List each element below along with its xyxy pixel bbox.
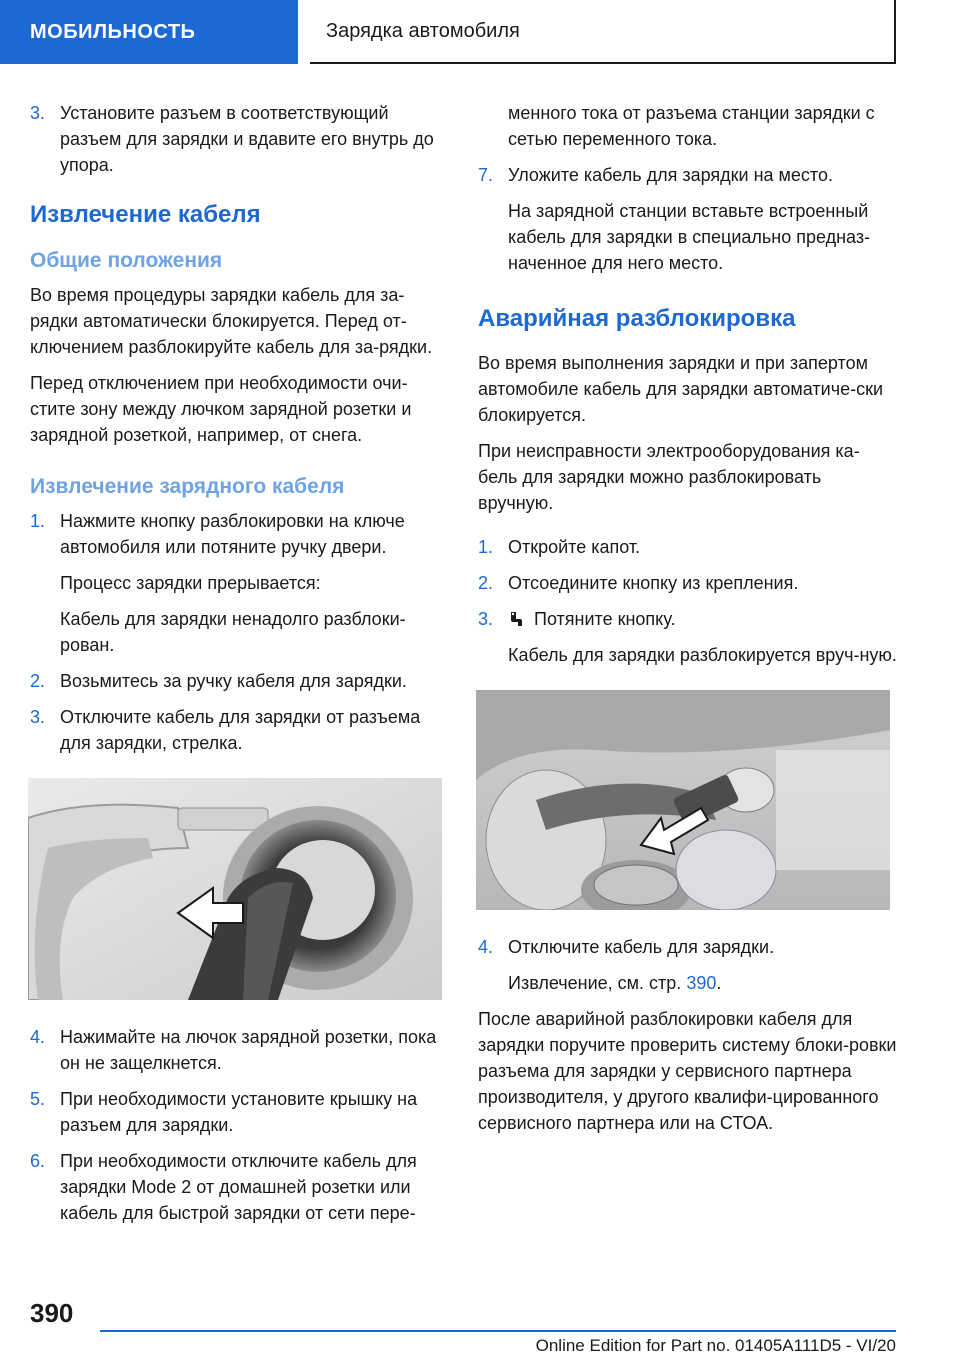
footer-divider	[100, 1330, 896, 1332]
step-text: Уложите кабель для зарядки на место.	[508, 165, 833, 185]
step-note: Кабель для зарядки ненадолго разблоки-рован.	[60, 609, 406, 655]
step-text: Установите разъем в соответствующий разъем для зарядки и вдавите его внутрь до упора.	[60, 103, 434, 175]
list-item	[478, 934, 898, 960]
reference-prefix: Извлечение, см. стр.	[508, 973, 682, 993]
list-item	[30, 704, 444, 756]
step-note: Кабель для зарядки разблокируется вруч-ную.	[508, 645, 897, 665]
step-number: 1.	[30, 511, 46, 531]
list-item	[30, 668, 444, 694]
step-text: Откройте капот.	[508, 537, 641, 557]
step-number: 5.	[30, 1089, 46, 1109]
page-header	[0, 0, 960, 66]
heading-charge-cable-removal: Извлечение зарядного кабеля	[30, 475, 345, 498]
step-number: 2.	[30, 671, 46, 691]
step-text: При необходимости отключите кабель для зарядки Mode 2 от домашней розетки или кабель для быстрой зарядки от сети пере-	[60, 1151, 417, 1223]
paragraph: Во время процедуры зарядки кабель для за-рядки автоматически блокируется. Перед от-ключением разблокируйте кабель для за-рядки.	[30, 285, 433, 357]
edition-note: Online Edition for Part no. 01405A111D5 - VI/20	[535, 1336, 896, 1355]
step-text: При необходимости установите крышку на разъем для зарядки.	[60, 1089, 418, 1135]
step-text: Нажимайте на лючок зарядной розетки, пока он не защелкнется.	[60, 1027, 437, 1073]
step-text: Нажмите кнопку разблокировки на ключе автомобиля или потяните ручку двери.	[60, 511, 405, 557]
step-number: 6.	[30, 1151, 46, 1171]
step-text: Возьмитесь за ручку кабеля для зарядки.	[60, 671, 407, 691]
engine-bay-photo	[476, 690, 898, 910]
list-item	[478, 162, 898, 188]
charging-connector-photo	[28, 778, 444, 1000]
right-column	[478, 100, 898, 1146]
section-tab: МОБИЛЬНОСТЬ	[0, 0, 298, 64]
step-continuation: менного тока от разъема станции зарядки с сетью переменного тока.	[508, 103, 875, 149]
paragraph: Во время выполнения зарядки и при запертом автомобиле кабель для зарядки автоматиче-ски блокируется.	[478, 353, 884, 425]
list-item	[30, 1086, 444, 1138]
step-number: 1.	[478, 537, 494, 557]
paragraph: После аварийной разблокировки кабеля для зарядки поручите проверить систему блоки-ровки разъема для зарядки у сервисного партнера производителя, у другого квалифи-цированного сервисного партнера или на СТОА.	[478, 1009, 897, 1133]
step-number: 7.	[478, 165, 494, 185]
paragraph: При неисправности электрооборудования ка-бель для зарядки можно разблокировать вручную.	[478, 441, 860, 513]
list-item	[478, 570, 898, 596]
list-item	[30, 1148, 444, 1226]
step-note	[478, 970, 898, 996]
step-number: 4.	[478, 937, 494, 957]
page-link[interactable]: 390	[686, 973, 717, 993]
list-item	[30, 100, 444, 178]
step-text: Потяните кнопку.	[534, 609, 676, 629]
step-number: 3.	[478, 609, 494, 629]
list-item	[478, 534, 898, 560]
step-number: 4.	[30, 1027, 46, 1047]
step-text: Отключите кабель для зарядки от разъема для зарядки, стрелка.	[60, 707, 421, 753]
step-note: Процесс зарядки прерывается:	[60, 573, 321, 593]
step-note: На зарядной станции вставьте встроенный кабель для зарядки в специально предназ-наченное для него место.	[508, 201, 871, 273]
list-item	[30, 508, 444, 560]
left-column	[30, 100, 444, 1236]
chapter-title: Зарядка автомобиля	[310, 0, 896, 64]
list-item	[30, 1024, 444, 1076]
reference-suffix: .	[716, 973, 722, 993]
lock-release-icon	[508, 609, 524, 627]
list-item	[478, 606, 898, 632]
heading-general: Общие положения	[30, 249, 223, 272]
heading-cable-removal: Извлечение кабеля	[30, 201, 261, 228]
step-number: 2.	[478, 573, 494, 593]
step-number: 3.	[30, 707, 46, 727]
step-text: Отключите кабель для зарядки.	[508, 937, 775, 957]
step-text: Отсоедините кнопку из крепления.	[508, 573, 799, 593]
step-number: 3.	[30, 103, 46, 123]
heading-emergency-release: Аварийная разблокировка	[478, 305, 796, 332]
paragraph: Перед отключением при необходимости очи-стите зону между лючком зарядной розетки и зарядной розеткой, например, от снега.	[30, 373, 412, 445]
page-number: 390	[30, 1298, 74, 1328]
